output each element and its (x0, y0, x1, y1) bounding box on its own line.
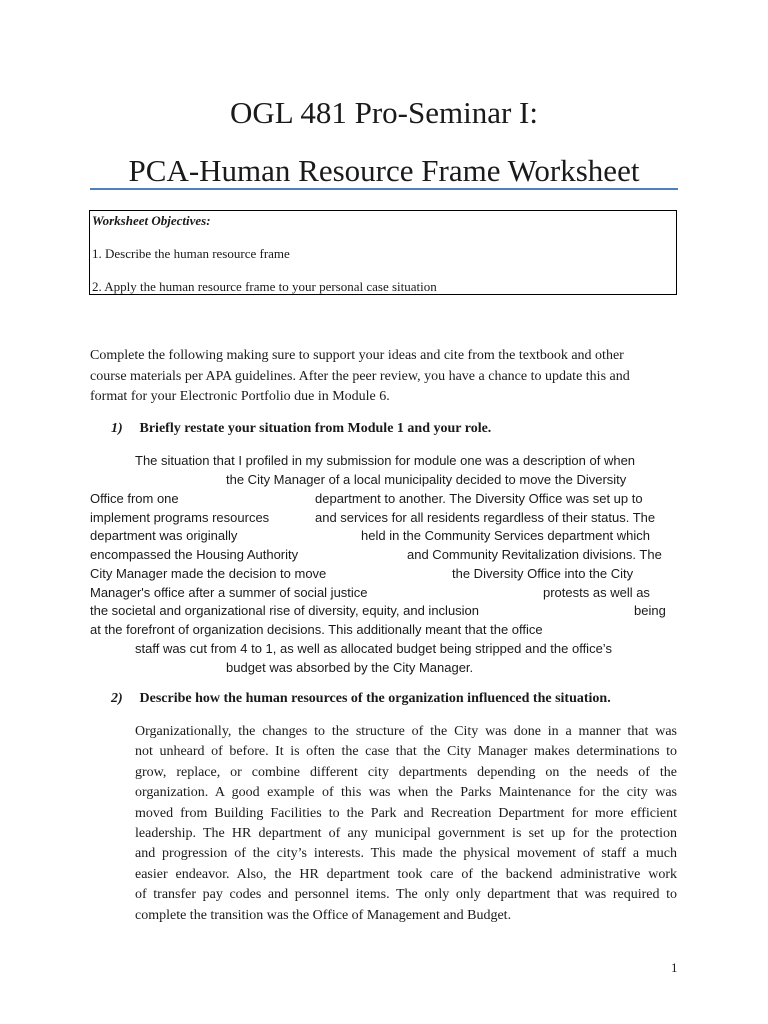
question-1 (111, 421, 491, 437)
answer-line: Manager's office after a summer of social justice (90, 585, 368, 600)
answer-line: organization. A good example of this was when the Parks Maintenance for the city was (135, 785, 677, 801)
answer-line: the Diversity Office into the City (452, 566, 634, 581)
answer-line: being (634, 603, 666, 618)
answer-line: implement programs resources (90, 510, 270, 525)
answer-line: and services for all residents regardless of their status. The (315, 510, 656, 525)
page-number: 1 (671, 960, 678, 975)
answer-line: the City Manager of a local municipality decided to move the Diversity (226, 472, 627, 487)
answer-line: staff was cut from 4 to 1, as well as allocated budget being stripped and the office’s (135, 641, 612, 656)
question-text: Briefly restate your situation from Module 1 and your role. (139, 421, 492, 436)
answer-line: budget was absorbed by the City Manager. (226, 660, 474, 675)
objective-item: 2. Apply the human resource frame to your personal case situation (92, 279, 437, 294)
question-2 (111, 691, 611, 707)
answer-line: Organizationally, the changes to the structure of the City was done in a manner that was (135, 724, 677, 739)
answer-line: City Manager made the decision to move (90, 566, 327, 581)
answer-line: The situation that I profiled in my submission for module one was a description of when (135, 453, 636, 468)
question-number: 1) (111, 421, 123, 436)
answer-line: not unheard of before. It is often the case that the City Manager makes determinations to (135, 744, 677, 760)
answer-line: protests as well as (543, 585, 650, 600)
answer-line: at the forefront of organization decisions. This additionally meant that the office (90, 622, 543, 637)
answer-line: held in the Community Services department which (361, 528, 651, 543)
answer-line: and Community Revitalization divisions. The (407, 547, 662, 562)
objective-item: 1. Describe the human resource frame (92, 246, 290, 261)
intro-line: format for your Electronic Portfolio due in Module 6. (90, 389, 390, 404)
answer-2 (135, 722, 677, 926)
answer-line: leadership. The HR department of any municipal government is set up for the protection (135, 826, 677, 842)
answer-line: moved from Building Facilities to the Park and Recreation Department for more efficient (135, 805, 677, 821)
answer-line: department was originally (90, 528, 238, 543)
intro-line: course materials per APA guidelines. After the peer review, you have a chance to update this and (90, 368, 630, 384)
answer-line: department to another. The Diversity Office was set up to (315, 491, 643, 506)
answer-line: Office from one (90, 491, 179, 506)
document-subtitle: PCA-Human Resource Frame Worksheet (128, 153, 640, 188)
question-text: Describe how the human resources of the organization influenced the situation. (139, 691, 611, 706)
title-underline (90, 188, 678, 190)
objectives-heading: Worksheet Objectives: (92, 213, 211, 228)
objectives-box (89, 210, 677, 295)
intro-paragraph (90, 346, 690, 408)
intro-line: Complete the following making sure to support your ideas and cite from the textbook and other (90, 348, 624, 363)
document-title: OGL 481 Pro-Seminar I: (230, 95, 538, 130)
question-number: 2) (111, 691, 123, 706)
answer-line: grow, replace, or combine different city departments depending on the needs of the (135, 764, 677, 780)
answer-line: easier endeavor. Also, the HR department took care of the backend administrative work (135, 866, 677, 882)
answer-line: encompassed the Housing Authority (90, 547, 299, 562)
answer-line: the societal and organizational rise of diversity, equity, and inclusion (90, 603, 480, 618)
answer-line: of transfer pay codes and personnel items. The only only department that was required to (135, 887, 677, 903)
answer-line: and progression of the city’s interests. This made the physical movement of staff a much (135, 846, 677, 862)
answer-line: complete the transition was the Office of Management and Budget. (135, 907, 512, 923)
